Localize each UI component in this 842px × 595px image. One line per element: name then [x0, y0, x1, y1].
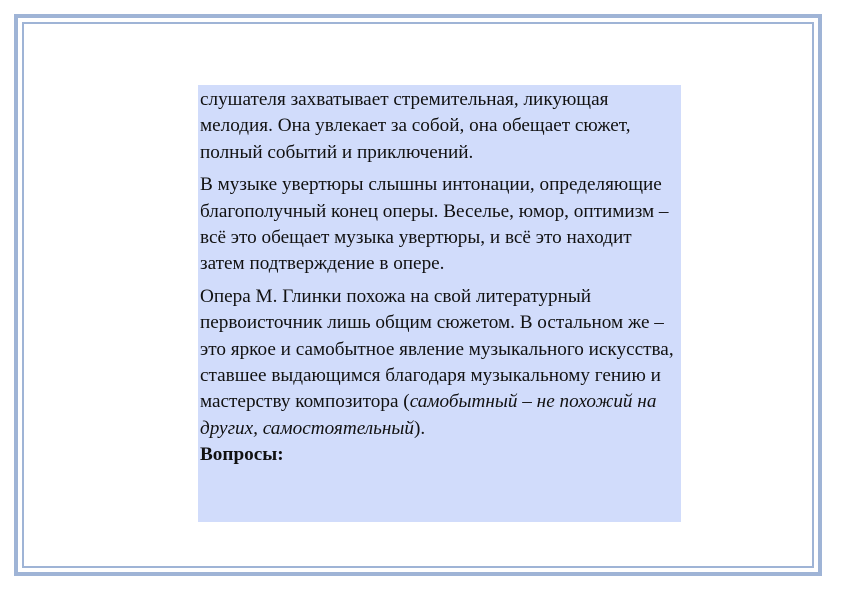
- paragraph-3-closing: ).: [413, 417, 426, 439]
- definition-italic: самобытный – не похожий на других, самостоятельный: [200, 391, 657, 439]
- text-box: [198, 85, 681, 522]
- paragraph-2: В музыке увертюры слышны интонации, определяющие благополучный конец оперы. Веселье, юмор, оптимизм – всё это обещает музыка увертюры, и всё это находит затем подтверждение в опере.: [200, 174, 669, 275]
- paragraph-1: слушателя захватывает стремительная, ликующая мелодия. Она увлекает за собой, она обещает сюжет, полный событий и приключений.: [200, 89, 631, 163]
- questions-heading: Вопросы:: [200, 444, 284, 466]
- paragraph-3-text: Опера М. Глинки похожа на свой литературный первоисточник лишь общим сюжетом. В остальном же – это яркое и самобытное явление музыкального искусства, ставшее выдающимся благодаря музыкальному гению и мастерству композитора (: [200, 285, 674, 413]
- paragraph-3: [200, 284, 679, 442]
